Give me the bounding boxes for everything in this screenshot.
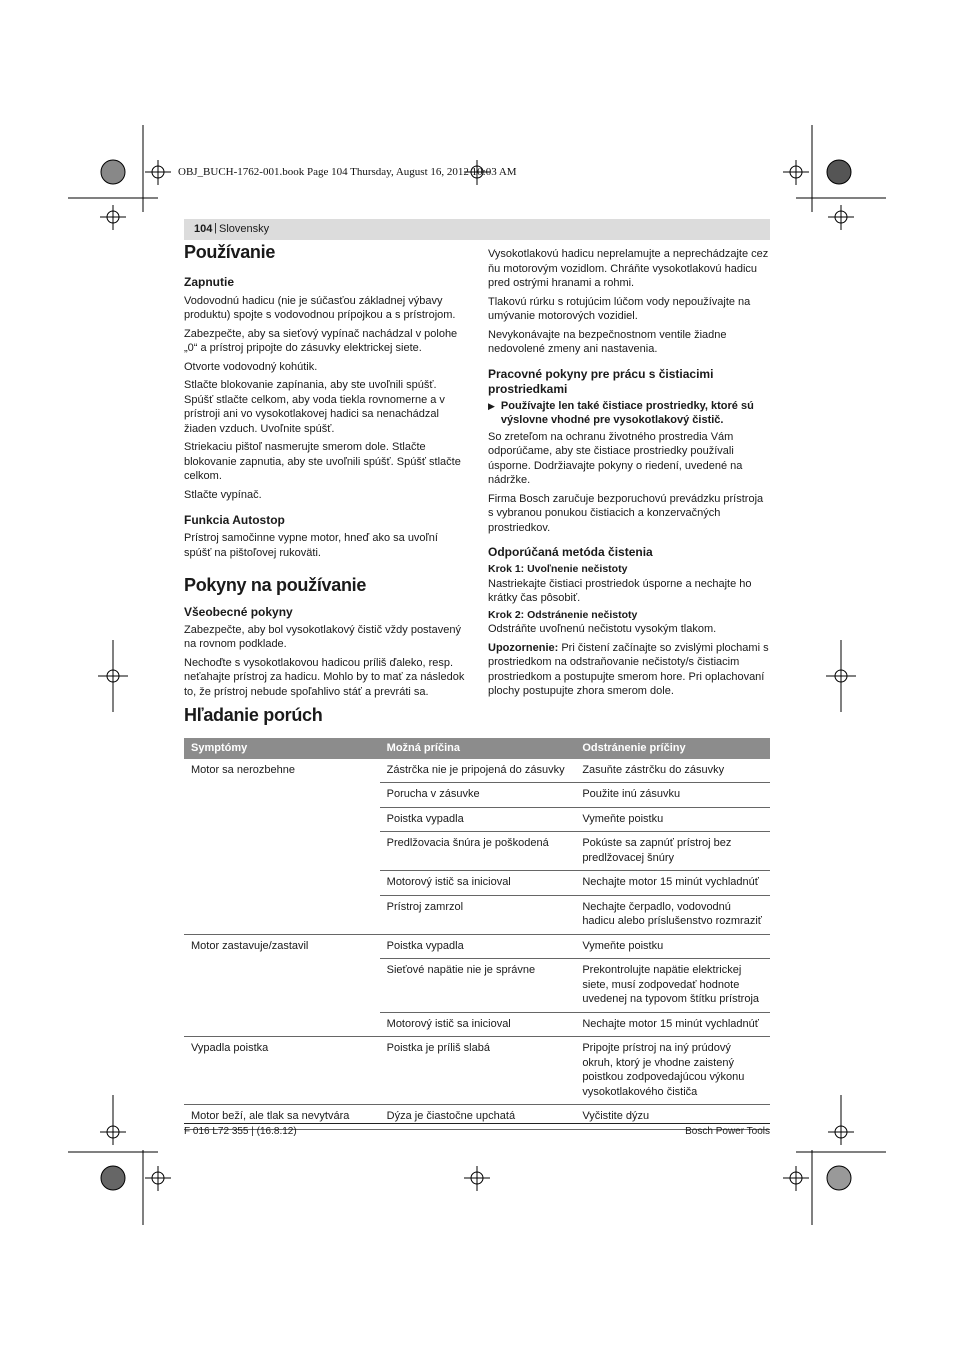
note-paragraph (488, 641, 770, 699)
remedy-cell: Vymeňte poistku (575, 807, 770, 832)
remedy-cell: Použite inú zásuvku (575, 783, 770, 808)
page-header (184, 219, 770, 240)
paragraph: Nechoďte s vysokotlakovou hadicou príliš ďaleko, resp. neťahajte prístroj za hadicu. Mohlo by to mať za následok to, že prístroj nebude spoľahlivo stáť a prevráti sa. (184, 656, 465, 698)
table-row (184, 1037, 770, 1105)
header-separator: | (214, 222, 217, 234)
subheading-zapnutie: Zapnutie (184, 274, 234, 289)
remedy-cell: Nechajte motor 15 minút vychladnúť (575, 871, 770, 896)
paragraph: Zabezpečte, aby bol vysokotlakový čistič vždy postavený na rovnom podklade. (184, 623, 461, 650)
step2-title: Krok 2: Odstránenie nečistoty (488, 608, 638, 621)
column-header: Odstránenie príčiny (575, 738, 770, 759)
footer-doc-id: F 016 L72 355 | (16.8.12) (184, 1126, 297, 1137)
subheading-autostop: Funkcia Autostop (184, 513, 285, 527)
remedy-cell: Prekontrolujte napätie elektrickej siete, musí zodpovedať hodnote uvedenej na typovom štítku prístroja (575, 959, 770, 1013)
header-language: Slovensky (219, 223, 270, 235)
cause-cell: Prístroj zamrzol (380, 895, 576, 934)
triangle-bullet-icon: ▶ (488, 400, 495, 411)
cause-cell: Poistka vypadla (380, 807, 576, 832)
cause-cell: Poistka je príliš slabá (380, 1037, 576, 1105)
paragraph: Zabezpečte, aby sa sieťový vypínač nachádzal v polohe „0“ a prístroj pripojte do zásuvky elektrickej siete. (184, 327, 458, 354)
print-info-line: OBJ_BUCH-1762-001.book Page 104 Thursday, August 16, 2012 10:03 AM (178, 166, 517, 178)
section-title-troubleshooting: Hľadanie porúch (184, 705, 323, 725)
footer-divider (184, 1123, 770, 1124)
table-header-row (184, 738, 770, 759)
paragraph: Firma Bosch zaručuje bezporuchovú prevádzku prístroja s vybranou ponukou čistiacich a konzervačných prostriedkov. (488, 492, 764, 534)
step1-text: Nastriekajte čistiaci prostriedok úsporne a nechajte ho krátky čas pôsobiť. (488, 577, 752, 604)
table-row (184, 934, 770, 959)
step2-text: Odstráňte uvoľnenú nečistotu vysokým tlakom. (488, 623, 717, 635)
step1-title: Krok 1: Uvoľnenie nečistoty (488, 563, 628, 575)
column-header: Možná príčina (380, 738, 576, 759)
remedy-cell: Nechajte čerpadlo, vodovodnú hadicu alebo príslušenstvo rozmraziť (575, 895, 770, 934)
section-title-usage: Používanie (184, 242, 276, 262)
remedy-cell: Vyčistite dýzu (575, 1105, 770, 1130)
symptom-cell: Motor sa nerozbehne (184, 759, 380, 935)
right-column (488, 247, 770, 703)
subheading-cleaning-method: Odporúčaná metóda čistenia (488, 545, 653, 559)
paragraph: Otvorte vodovodný kohútik. (184, 360, 318, 373)
paragraph: So zreteľom na ochranu životného prostredia Vám odporúčame, aby ste čistiace prostriedky používali úsporne. Dodržiavajte pokyny o riedení, uvedené na nádržke. (488, 430, 743, 486)
warning-bullet (488, 399, 770, 428)
cause-cell: Dýza je čiastočne upchatá (380, 1105, 576, 1130)
paragraph: Stlačte vypínač. (184, 488, 262, 501)
table-row (184, 759, 770, 783)
remedy-cell: Pripojte prístroj na iný prúdový okruh, ktorý je vhodne zaistený poistkou zodpovedajúcou výkonu vysokotlakového čističa (575, 1037, 770, 1105)
symptom-cell: Vypadla poistka (184, 1037, 380, 1105)
symptom-cell: Motor zastavuje/zastavil (184, 934, 380, 1037)
remedy-cell: Zasuňte zástrčku do zásuvky (575, 759, 770, 783)
paragraph: Vodovodnú hadicu (nie je súčasťou základnej výbavy produktu) spojte s vodovodnou prípojkou a s prístrojom. (184, 294, 456, 321)
note-label: Upozornenie: (488, 641, 559, 654)
symptom-cell: Motor beží, ale tlak sa nevytvára (184, 1105, 380, 1130)
remedy-cell: Vymeňte poistku (575, 934, 770, 959)
paragraph: Vysokotlakovú hadicu neprelamujte a neprechádzajte cez ňu motorovým vozidlom. Chráňte vysokotlakovú hadicu pred ostrými hranami a rohmi. (488, 248, 769, 289)
cause-cell: Sieťové napätie nie je správne (380, 959, 576, 1013)
cause-cell: Motorový istič sa inicioval (380, 1012, 576, 1037)
bullet-text: Používajte len také čistiace prostriedky, ktoré sú výslovne vhodné pre vysokotlakový čistič. (500, 399, 754, 426)
cause-cell: Predlžovacia šnúra je poškodená (380, 832, 576, 871)
cause-cell: Poistka vypadla (380, 934, 576, 959)
cause-cell: Porucha v zásuvke (380, 783, 576, 808)
footer-brand: Bosch Power Tools (685, 1126, 770, 1137)
column-header: Symptómy (184, 738, 380, 759)
left-column (184, 242, 466, 703)
paragraph: Striekaciu pištoľ nasmerujte smerom dole. Stlačte blokovanie zapnutia, aby ste uvoľnili spúšť. Spúšť stlačte celkom. (184, 441, 461, 482)
paragraph: Nevykonávajte na bezpečnostnom ventile žiadne nedovolené zmeny ani nastavenia. (488, 328, 727, 355)
subheading-general: Všeobecné pokyny (184, 604, 293, 619)
paragraph: Stlačte blokovanie zapínania, aby ste uvoľnili spúšť. Spúšť stlačte celkom, aby voda tiekla rovnomerne a v prístroji ani vo vysokotlakovej hadici sa nenachádzal žiaden vzduch. Uvoľnite spúšť. (184, 379, 445, 435)
cause-cell: Motorový istič sa inicioval (380, 871, 576, 896)
paragraph: Prístroj samočinne vypne motor, hneď ako sa uvoľní spúšť na pištoľovej rukoväti. (184, 532, 438, 559)
remedy-cell: Nechajte motor 15 minút vychladnúť (575, 1012, 770, 1037)
page-number: 104 (194, 223, 213, 235)
troubleshooting-table (184, 738, 770, 1130)
remedy-cell: Pokúste sa zapnúť prístroj bez predlžovacej šnúry (575, 832, 770, 871)
note-text: Pri čistení začínajte so zvislými plochami s prostriedkom na odstraňovanie nečistoty/s čistiacim prostriedkom a postupujte smerom hore. Pri oplachovaní plochy postupujte zhora smerom dole. (488, 641, 769, 697)
subheading-cleaning-agents: Pracovné pokyny pre prácu s čistiacimi prostriedkami (488, 366, 714, 396)
cause-cell: Zástrčka nie je pripojená do zásuvky (380, 759, 576, 783)
paragraph: Tlakovú rúrku s rotujúcim lúčom vody nepoužívajte na umývanie motorových vozidiel. (488, 295, 751, 322)
section-title-instructions: Pokyny na používanie (184, 575, 367, 595)
